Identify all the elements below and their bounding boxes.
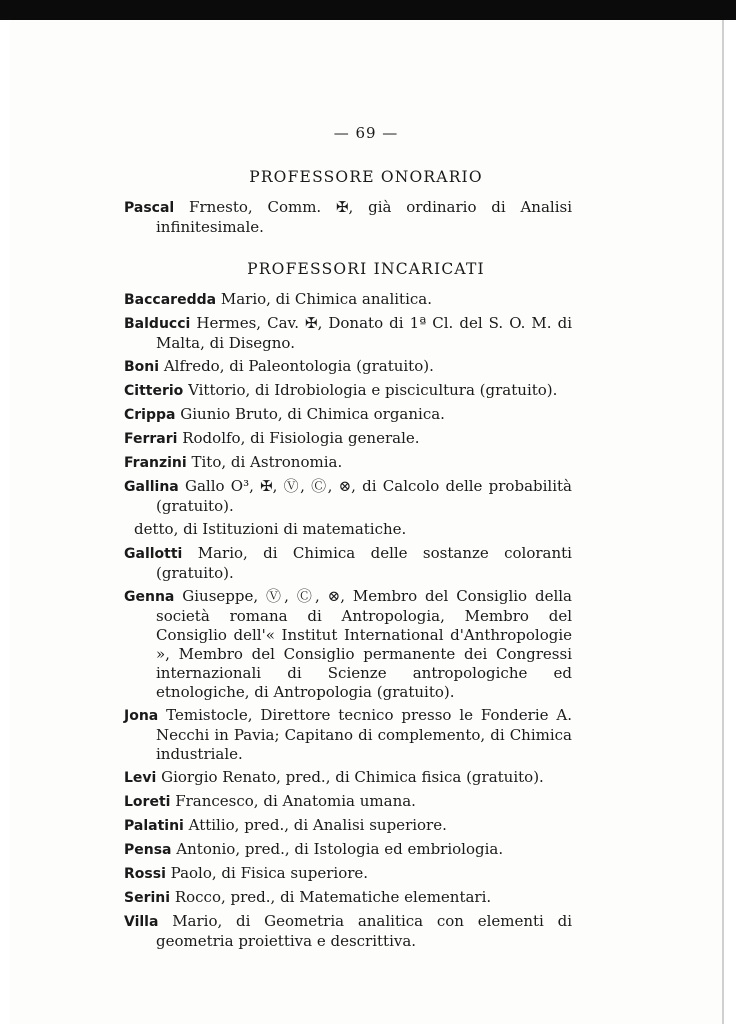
- entry-name: Ferrari: [124, 431, 178, 447]
- section-heading-incaricati: PROFESSORI INCARICATI: [247, 260, 485, 278]
- entry-name: Gallina: [124, 479, 179, 495]
- entry-description: Francesco, di Anatomia umana.: [175, 792, 416, 810]
- list-item: [124, 290, 572, 310]
- list-item: [124, 314, 572, 353]
- entry-description: Gallo O³, ✠, Ⓥ, Ⓒ, ⊗, di Calcolo delle probabilità (gratuito).: [156, 477, 572, 515]
- entry-name: Citterio: [124, 383, 184, 399]
- list-item: [124, 840, 572, 860]
- entry-name: Jona: [124, 708, 159, 724]
- entry-description: Giorgio Renato, pred., di Chimica fisica (gratuito).: [161, 768, 544, 786]
- page-number: — 69 —: [333, 124, 399, 142]
- entry-description: Mario, di Chimica analitica.: [220, 290, 432, 308]
- entry-description: Frnesto, Comm. ✠, già ordinario di Analisi infinitesimale.: [156, 198, 572, 236]
- entry-description: Mario, di Geometria analitica con elementi di geometria proiettiva e descrittiva.: [156, 912, 572, 950]
- entry-name: Villa: [124, 914, 159, 930]
- list-item: [124, 768, 572, 788]
- list-item: [124, 888, 572, 908]
- list-item: [124, 381, 572, 401]
- entry-description: detto, di Istituzioni di matematiche.: [134, 520, 407, 538]
- entry-name: Loreti: [124, 794, 171, 810]
- entry-name: Pascal: [124, 200, 175, 216]
- entry-name: Palatini: [124, 818, 184, 834]
- list-item: [124, 816, 572, 836]
- entry-description: Hermes, Cav. ✠, Donato di 1ª Cl. del S. O. M. di Malta, di Disegno.: [156, 314, 572, 352]
- entry-description: Alfredo, di Paleontologia (gratuito).: [163, 357, 434, 375]
- list-item: [124, 429, 572, 449]
- section-incaricati-list: [124, 290, 572, 955]
- list-item: [124, 477, 572, 516]
- entry-description: Rodolfo, di Fisiologia generale.: [182, 429, 420, 447]
- section-onorario-list: [124, 198, 572, 241]
- entry-description: Temistocle, Direttore tecnico presso le Fonderie A. Necchi in Pavia; Capitano di complemento, di Chimica industriale.: [156, 706, 572, 763]
- entry-name: Boni: [124, 359, 160, 375]
- entry-name: Franzini: [124, 455, 187, 471]
- section-heading-onorario: PROFESSORE ONORARIO: [249, 168, 483, 186]
- scan-top-border: [0, 0, 736, 20]
- entry-description: Mario, di Chimica delle sostanze coloranti (gratuito).: [156, 544, 572, 582]
- list-item: [124, 357, 572, 377]
- entry-description: Antonio, pred., di Istologia ed embriologia.: [176, 840, 504, 858]
- list-item: [124, 864, 572, 884]
- list-item: [124, 453, 572, 473]
- entry-name: Baccaredda: [124, 292, 217, 308]
- list-item: [124, 520, 572, 540]
- entry-name: Genna: [124, 589, 175, 605]
- entry-description: Giunio Bruto, di Chimica organica.: [180, 405, 445, 423]
- entry-description: Tito, di Astronomia.: [191, 453, 343, 471]
- entry-description: Attilio, pred., di Analisi superiore.: [188, 816, 447, 834]
- list-item: [124, 912, 572, 951]
- list-item: [124, 544, 572, 583]
- entry-name: Rossi: [124, 866, 166, 882]
- entry-name: Pensa: [124, 842, 172, 858]
- entry-name: Serini: [124, 890, 171, 906]
- list-item: [124, 405, 572, 425]
- list-item: [124, 792, 572, 812]
- entry-description: Vittorio, di Idrobiologia e piscicultura (gratuito).: [188, 381, 558, 399]
- entry-name: Gallotti: [124, 546, 183, 562]
- entry-name: Balducci: [124, 316, 191, 332]
- entry-description: Giuseppe, Ⓥ, Ⓒ, ⊗, Membro del Consiglio della società romana di Antropologia, Membro del Consiglio dell'« Institut International d'Anthropologie », Membro del Consiglio permanente dei Congressi internazionali di Scienze antropologiche ed etnologiche, di Antropologia (gratuito).: [156, 587, 572, 701]
- entry-description: Paolo, di Fisica superiore.: [170, 864, 369, 882]
- list-item: [124, 587, 572, 702]
- entry-description: Rocco, pred., di Matematiche elementari.: [174, 888, 492, 906]
- list-item: [124, 706, 572, 764]
- list-item: [124, 198, 572, 237]
- entry-name: Levi: [124, 770, 157, 786]
- document-page: [10, 20, 724, 1024]
- entry-name: Crippa: [124, 407, 176, 423]
